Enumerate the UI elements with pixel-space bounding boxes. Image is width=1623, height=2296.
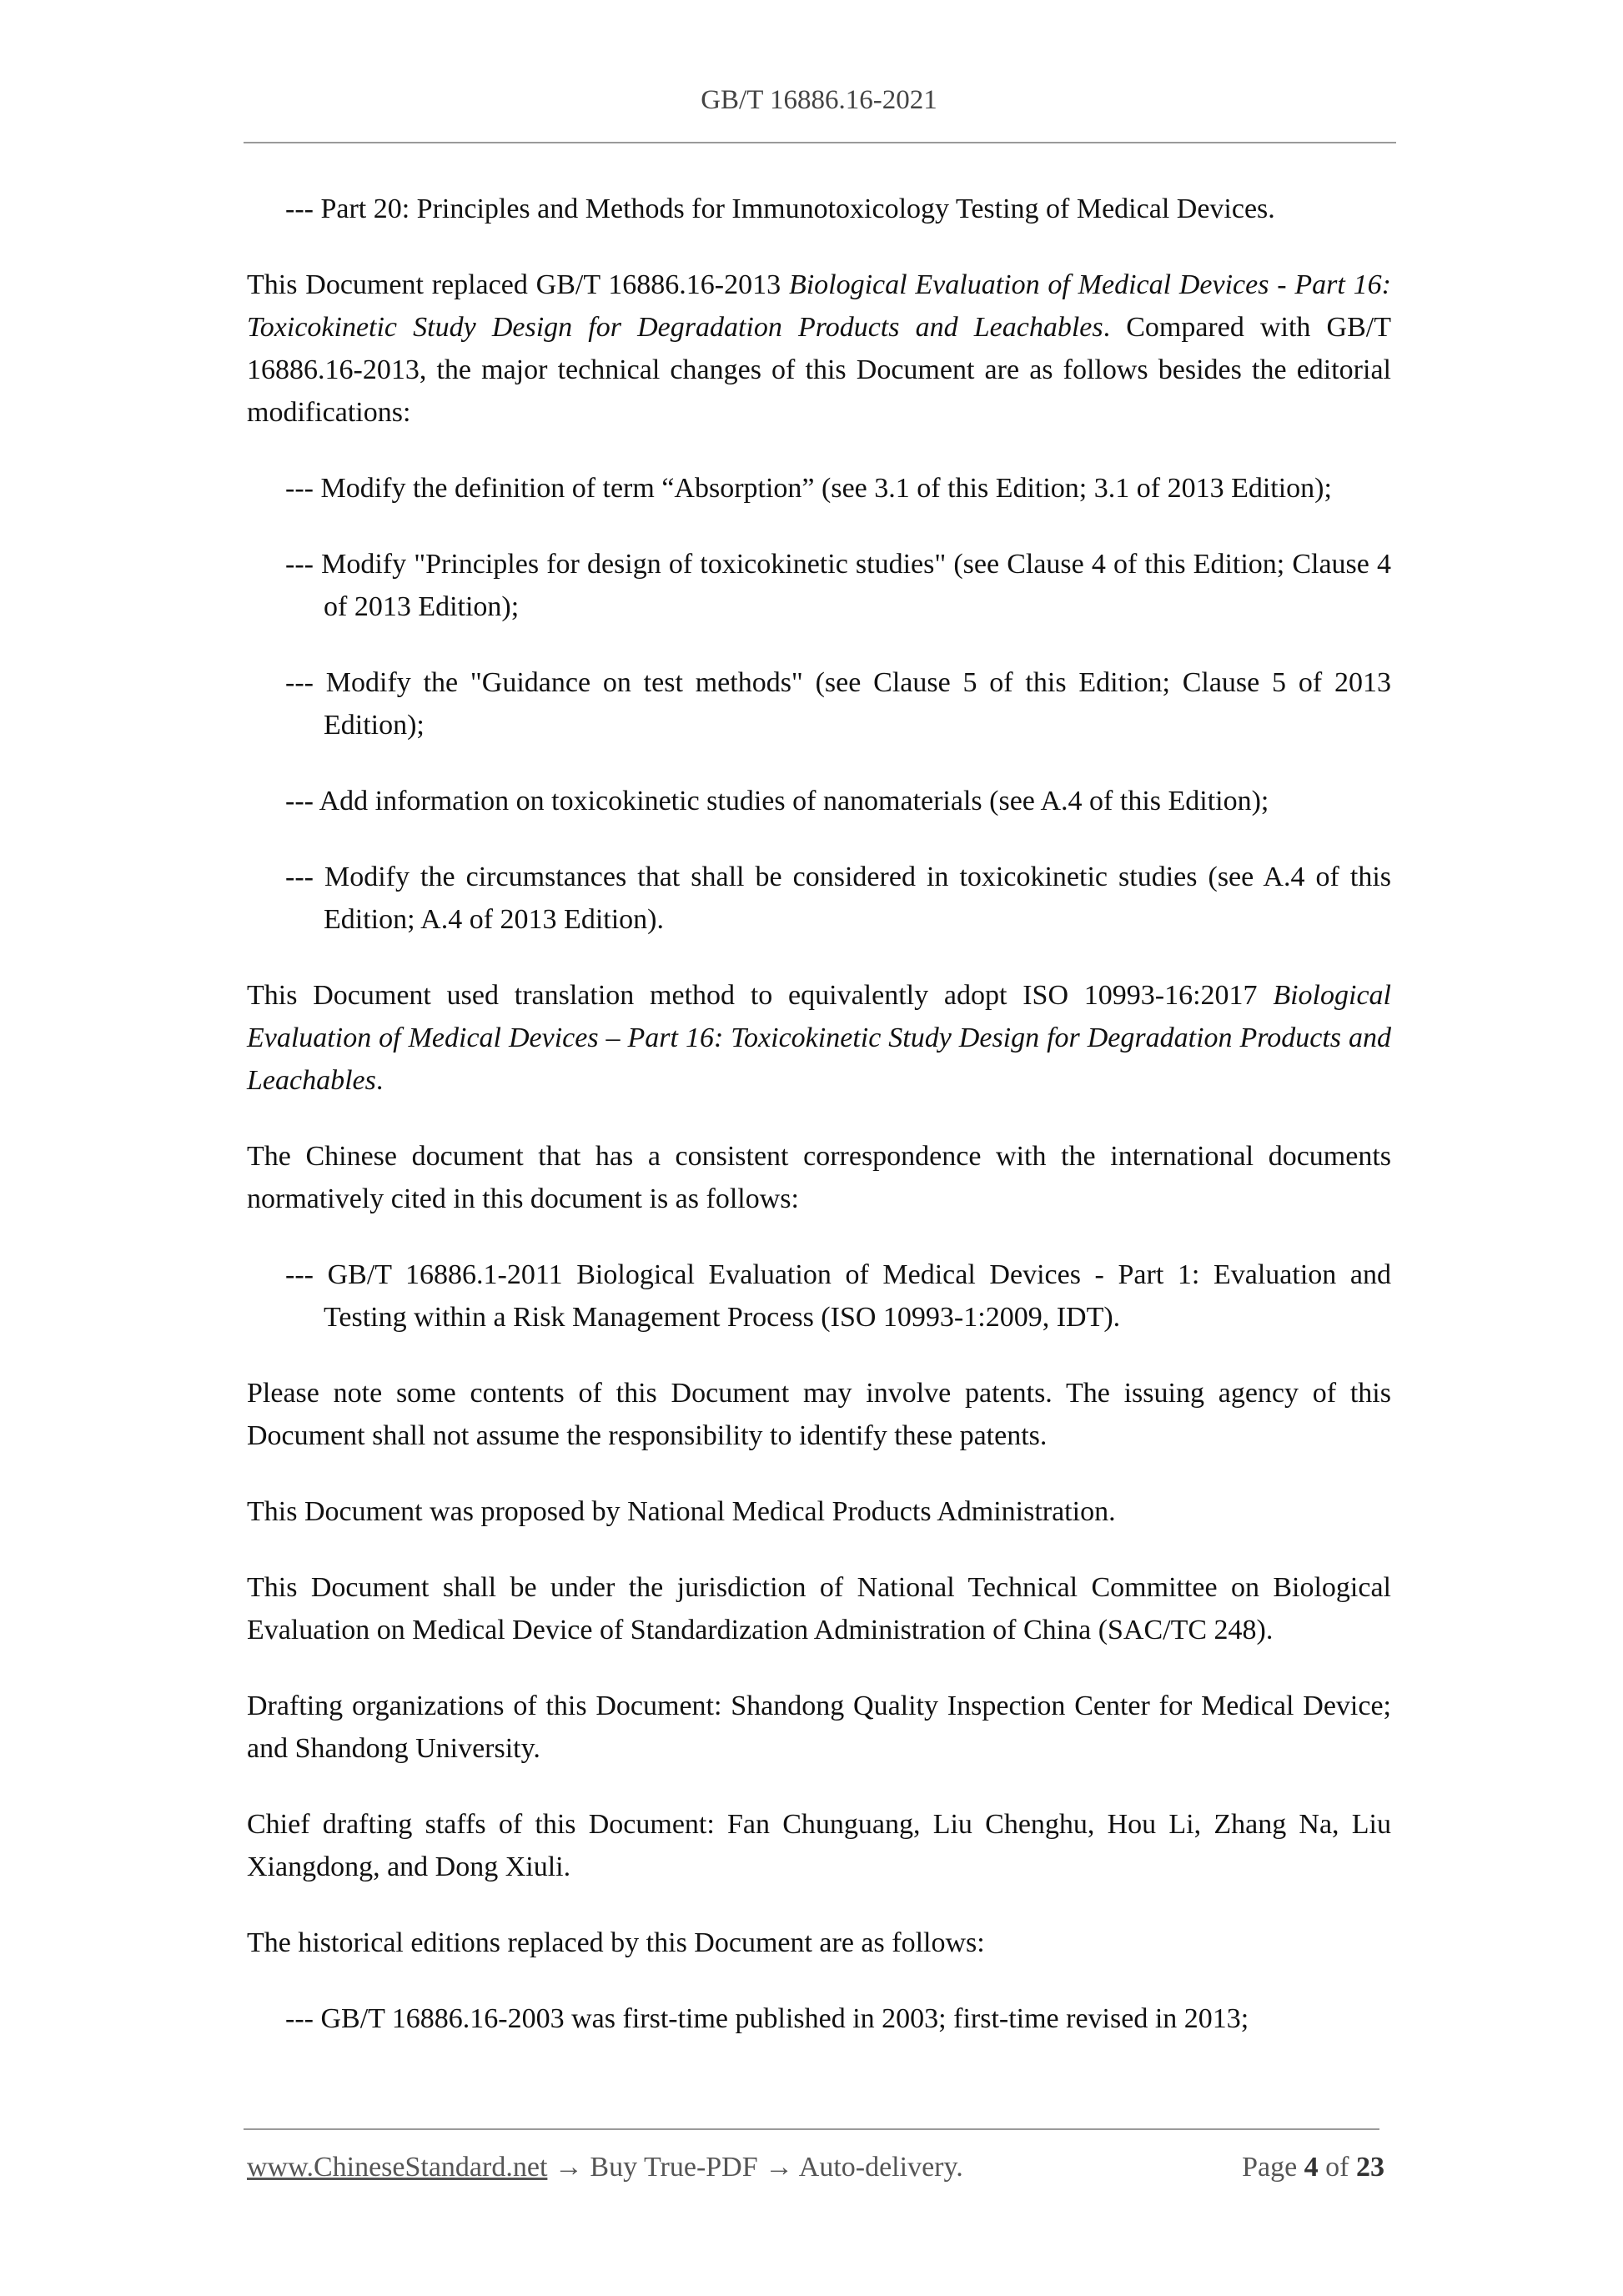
current-page: 4 <box>1304 2152 1319 2183</box>
historical-intro: The historical editions replaced by this Document are as follows: <box>247 1927 985 1958</box>
adopted-standard-title: Biological Evaluation of Medical Devices – Part 16: Toxicokinetic Study Design for Degradation Products and Leachables <box>247 980 1391 1096</box>
website-link[interactable]: www.ChineseStandard.net <box>247 2152 548 2183</box>
change-item: --- Modify the circumstances that shall be considered in toxicokinetic studies (see A.4 of this Edition; A.4 of 2013 Edition). <box>285 862 1391 935</box>
document-body <box>247 188 1391 2073</box>
list-item-part20: --- Part 20: Principles and Methods for Immunotoxicology Testing of Medical Devices. <box>285 193 1275 224</box>
drafting-orgs-paragraph: Drafting organizations of this Document: Shandong Quality Inspection Center for Medical Device; and Shandong University. <box>247 1691 1391 1764</box>
of-label: of <box>1318 2152 1356 2183</box>
footer-left <box>247 2152 963 2183</box>
adoption-paragraph <box>247 974 1391 1102</box>
proposed-paragraph: This Document was proposed by National Medical Products Administration. <box>247 1496 1116 1527</box>
correspondence-item: --- GB/T 16886.1-2011 Biological Evaluation of Medical Devices - Part 1: Evaluation and Testing within a Risk Management Process (ISO 10993-1:2009, IDT). <box>285 1259 1391 1333</box>
page-footer <box>247 2152 1384 2183</box>
buy-text: Buy True-PDF <box>590 2152 758 2183</box>
running-header: GB/T 16886.16-2021 <box>701 85 937 115</box>
delivery-text: Auto-delivery. <box>798 2152 963 2183</box>
footer-divider <box>244 2128 1379 2130</box>
drafting-staff-paragraph: Chief drafting staffs of this Document: Fan Chunguang, Liu Chenghu, Hou Li, Zhang Na, Liu Xiangdong, and Dong Xiuli. <box>247 1809 1391 1882</box>
replacement-text-1: This Document replaced GB/T 16886.16-2013 <box>247 269 789 300</box>
adoption-text-2: . <box>375 1065 384 1096</box>
arrow-icon: → <box>547 2152 590 2183</box>
correspondence-intro: The Chinese document that has a consistent correspondence with the international documents normatively cited in this document is as follows: <box>247 1141 1391 1214</box>
page-label: Page <box>1242 2152 1304 2183</box>
arrow-icon: → <box>757 2152 799 2183</box>
change-item: --- Modify the "Guidance on test methods" (see Clause 5 of this Edition; Clause 5 of 2013 Edition); <box>285 667 1391 741</box>
change-item: --- Add information on toxicokinetic studies of nanomaterials (see A.4 of this Edition); <box>285 786 1269 816</box>
total-pages: 23 <box>1356 2152 1384 2183</box>
adoption-text-1: This Document used translation method to equivalently adopt ISO 10993-16:2017 <box>247 980 1274 1011</box>
replaced-standard-title: Biological Evaluation of Medical Devices - Part 16: Toxicokinetic Study Design for Degradation Products and Leachables <box>247 269 1391 343</box>
jurisdiction-paragraph: This Document shall be under the jurisdiction of National Technical Committee on Biological Evaluation on Medical Device of Standardization Administration of China (SAC/TC 248). <box>247 1572 1391 1645</box>
header-divider <box>244 142 1396 143</box>
replacement-paragraph <box>247 264 1391 434</box>
change-item: --- Modify the definition of term “Absorption” (see 3.1 of this Edition; 3.1 of 2013 Edition); <box>285 473 1332 504</box>
patents-paragraph: Please note some contents of this Document may involve patents. The issuing agency of this Document shall not assume the responsibility to identify these patents. <box>247 1378 1391 1451</box>
page-number <box>1242 2152 1384 2183</box>
change-item: --- Modify "Principles for design of toxicokinetic studies" (see Clause 4 of this Edition; Clause 4 of 2013 Edition); <box>285 549 1391 622</box>
replacement-text-2: . Compared with GB/T 16886.16-2013, the major technical changes of this Document are as follows besides the editorial modifications: <box>247 312 1391 428</box>
historical-item: --- GB/T 16886.16-2003 was first-time published in 2003; first-time revised in 2013; <box>285 2003 1249 2034</box>
